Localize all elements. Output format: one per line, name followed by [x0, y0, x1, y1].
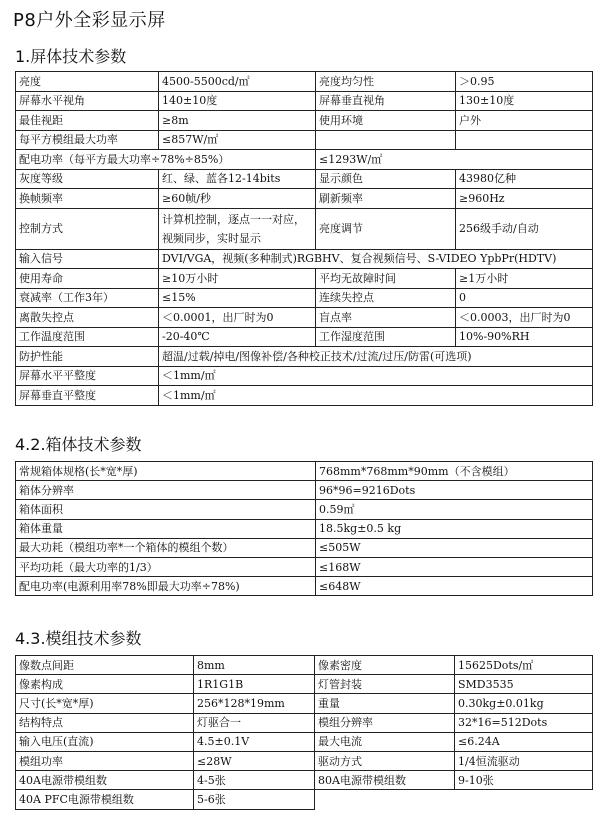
spec-label: 输入信号: [16, 249, 159, 269]
spec-value: 4500-5500cd/㎡: [159, 72, 316, 92]
spec-value: ≤15%: [159, 288, 316, 308]
spec-value: 1/4恒流驱动: [455, 751, 593, 770]
table-row: [16, 347, 593, 367]
spec-label: 结构特点: [16, 713, 194, 732]
spec-label: 最大电流: [315, 732, 455, 751]
spec-value: 768mm*768mm*90mm（不含模组）: [316, 462, 593, 481]
spec-value: ≥1万小时: [456, 269, 593, 289]
spec-value: 超温/过载/掉电/图像补偿/各种校正技术/过流/过压/防雷(可选项): [159, 347, 593, 367]
table-row: [16, 500, 593, 519]
spec-value: 140±10度: [159, 91, 316, 111]
table-row: [16, 675, 593, 694]
spec-label: 防护性能: [16, 347, 159, 367]
table-row: [16, 656, 593, 675]
spec-label: 衰减率（工作3年）: [16, 288, 159, 308]
spec-value: ≥10万小时: [159, 269, 316, 289]
spec-label: 屏幕垂直平整度: [16, 386, 159, 406]
table-row: [16, 169, 593, 189]
spec-label: 工作湿度范围: [316, 327, 456, 347]
spec-label: 像数点间距: [16, 656, 194, 675]
table-row: [16, 694, 593, 713]
spec-label: 亮度: [16, 72, 159, 92]
spec-value: 4-5张: [194, 771, 315, 790]
spec-value: 户外: [456, 111, 593, 131]
cabinet-spec-table: [15, 461, 593, 596]
section-heading-screen: 1.屏体技术参数: [15, 47, 127, 66]
spec-value: ≤6.24A: [455, 732, 593, 751]
screen-spec-table: [15, 71, 593, 406]
spec-label: 盲点率: [316, 308, 456, 328]
spec-label: 箱体分辨率: [16, 481, 316, 500]
module-spec-table: [15, 655, 593, 810]
table-row: [16, 208, 593, 249]
table-row: [16, 327, 593, 347]
table-row: [16, 577, 593, 596]
spec-label: 40A电源带模组数: [16, 771, 194, 790]
spec-label: 使用寿命: [16, 269, 159, 289]
spec-value: 130±10度: [456, 91, 593, 111]
spec-value: ≤1293W/㎡: [316, 150, 593, 170]
spec-label: 最佳视距: [16, 111, 159, 131]
spec-label: [316, 130, 456, 150]
spec-value: 43980亿种: [456, 169, 593, 189]
spec-value: ≥960Hz: [456, 189, 593, 209]
table-row: [16, 790, 593, 809]
section-heading-cabinet: 4.2.箱体技术参数: [15, 435, 142, 454]
spec-value: 256级手动/自动: [456, 208, 593, 249]
table-row: [16, 462, 593, 481]
table-row: [16, 519, 593, 538]
spec-value: ≥8m: [159, 111, 316, 131]
spec-label: 屏幕垂直视角: [316, 91, 456, 111]
spec-label: 连续失控点: [316, 288, 456, 308]
spec-value: 红、绿、蓝各12-14bits: [159, 169, 316, 189]
spec-label: 箱体面积: [16, 500, 316, 519]
spec-value: ＜0.0001，出厂时为0: [159, 308, 316, 328]
spec-label: 模组功率: [16, 751, 194, 770]
spec-label: 模组分辨率: [315, 713, 455, 732]
empty-cell: [315, 790, 455, 809]
spec-value: 0: [456, 288, 593, 308]
spec-value: [456, 130, 593, 150]
spec-value: ≤648W: [316, 577, 593, 596]
table-row: [16, 249, 593, 269]
table-row: [16, 386, 593, 406]
spec-label: 像素构成: [16, 675, 194, 694]
spec-value: 0.59㎡: [316, 500, 593, 519]
spec-value: ≤28W: [194, 751, 315, 770]
spec-label: 工作温度范围: [16, 327, 159, 347]
table-row: [16, 91, 593, 111]
page-title: P8户外全彩显示屏: [13, 10, 166, 31]
spec-label: 配电功率（每平方最大功率÷78%÷85%）: [16, 150, 316, 170]
table-row: [16, 111, 593, 131]
table-row: [16, 732, 593, 751]
spec-label: 平均功耗（最大功率的1/3）: [16, 557, 316, 576]
spec-value: 9-10张: [455, 771, 593, 790]
spec-value: -20-40℃: [159, 327, 316, 347]
spec-value: ≤857W/㎡: [159, 130, 316, 150]
spec-label: 屏幕水平视角: [16, 91, 159, 111]
table-row: [16, 481, 593, 500]
spec-value: 计算机控制，逐点一一对应，视频同步，实时显示: [159, 208, 316, 249]
spec-label: 配电功率(电源利用率78%即最大功率÷78%): [16, 577, 316, 596]
table-row: [16, 713, 593, 732]
spec-label: 输入电压(直流): [16, 732, 194, 751]
spec-label: 最大功耗（模组功率*一个箱体的模组个数）: [16, 538, 316, 557]
spec-label: 刷新频率: [316, 189, 456, 209]
spec-label: 显示颜色: [316, 169, 456, 189]
spec-value: 0.30kg±0.01kg: [455, 694, 593, 713]
spec-value: ≤505W: [316, 538, 593, 557]
table-row: [16, 751, 593, 770]
spec-value: 4.5±0.1V: [194, 732, 315, 751]
spec-value: 15625Dots/㎡: [455, 656, 593, 675]
table-row: [16, 150, 593, 170]
table-row: [16, 288, 593, 308]
spec-label: 亮度调节: [316, 208, 456, 249]
table-row: [16, 771, 593, 790]
spec-value: ＞0.95: [456, 72, 593, 92]
spec-value: 5-6张: [194, 790, 315, 809]
spec-label: 控制方式: [16, 208, 159, 249]
spec-value: 18.5kg±0.5 kg: [316, 519, 593, 538]
table-row: [16, 72, 593, 92]
section-heading-module: 4.3.模组技术参数: [15, 629, 142, 648]
spec-label: 尺寸(长*宽*厚): [16, 694, 194, 713]
spec-value: 32*16=512Dots: [455, 713, 593, 732]
spec-label: 80A电源带模组数: [315, 771, 455, 790]
spec-label: 灰度等级: [16, 169, 159, 189]
table-row: [16, 130, 593, 150]
spec-label: 亮度均匀性: [316, 72, 456, 92]
spec-value: 10%-90%RH: [456, 327, 593, 347]
spec-value: ≤168W: [316, 557, 593, 576]
spec-label: 常规箱体规格(长*宽*厚): [16, 462, 316, 481]
spec-value: ≥60帧/秒: [159, 189, 316, 209]
spec-label: 箱体重量: [16, 519, 316, 538]
spec-label: 换帧频率: [16, 189, 159, 209]
spec-label: 灯管封装: [315, 675, 455, 694]
spec-value: 灯驱合一: [194, 713, 315, 732]
spec-label: 40A PFC电源带模组数: [16, 790, 194, 809]
spec-value: ＜1mm/㎡: [159, 386, 593, 406]
spec-label: 使用环境: [316, 111, 456, 131]
spec-label: 像素密度: [315, 656, 455, 675]
table-row: [16, 269, 593, 289]
spec-label: 重量: [315, 694, 455, 713]
spec-value: ＜0.0003，出厂时为0: [456, 308, 593, 328]
spec-label: 离散失控点: [16, 308, 159, 328]
spec-value: 256*128*19mm: [194, 694, 315, 713]
empty-cell: [455, 790, 593, 809]
spec-label: 平均无故障时间: [316, 269, 456, 289]
spec-value: SMD3535: [455, 675, 593, 694]
spec-value: 96*96=9216Dots: [316, 481, 593, 500]
table-row: [16, 308, 593, 328]
spec-label: 每平方模组最大功率: [16, 130, 159, 150]
table-row: [16, 366, 593, 386]
spec-value: 8mm: [194, 656, 315, 675]
table-row: [16, 189, 593, 209]
table-row: [16, 557, 593, 576]
spec-value: DVI/VGA，视频(多种制式)RGBHV、复合视频信号、S-VIDEO YpbPr(HDTV): [159, 249, 593, 269]
spec-label: 驱动方式: [315, 751, 455, 770]
spec-value: ＜1mm/㎡: [159, 366, 593, 386]
spec-value: 1R1G1B: [194, 675, 315, 694]
spec-label: 屏幕水平平整度: [16, 366, 159, 386]
table-row: [16, 538, 593, 557]
